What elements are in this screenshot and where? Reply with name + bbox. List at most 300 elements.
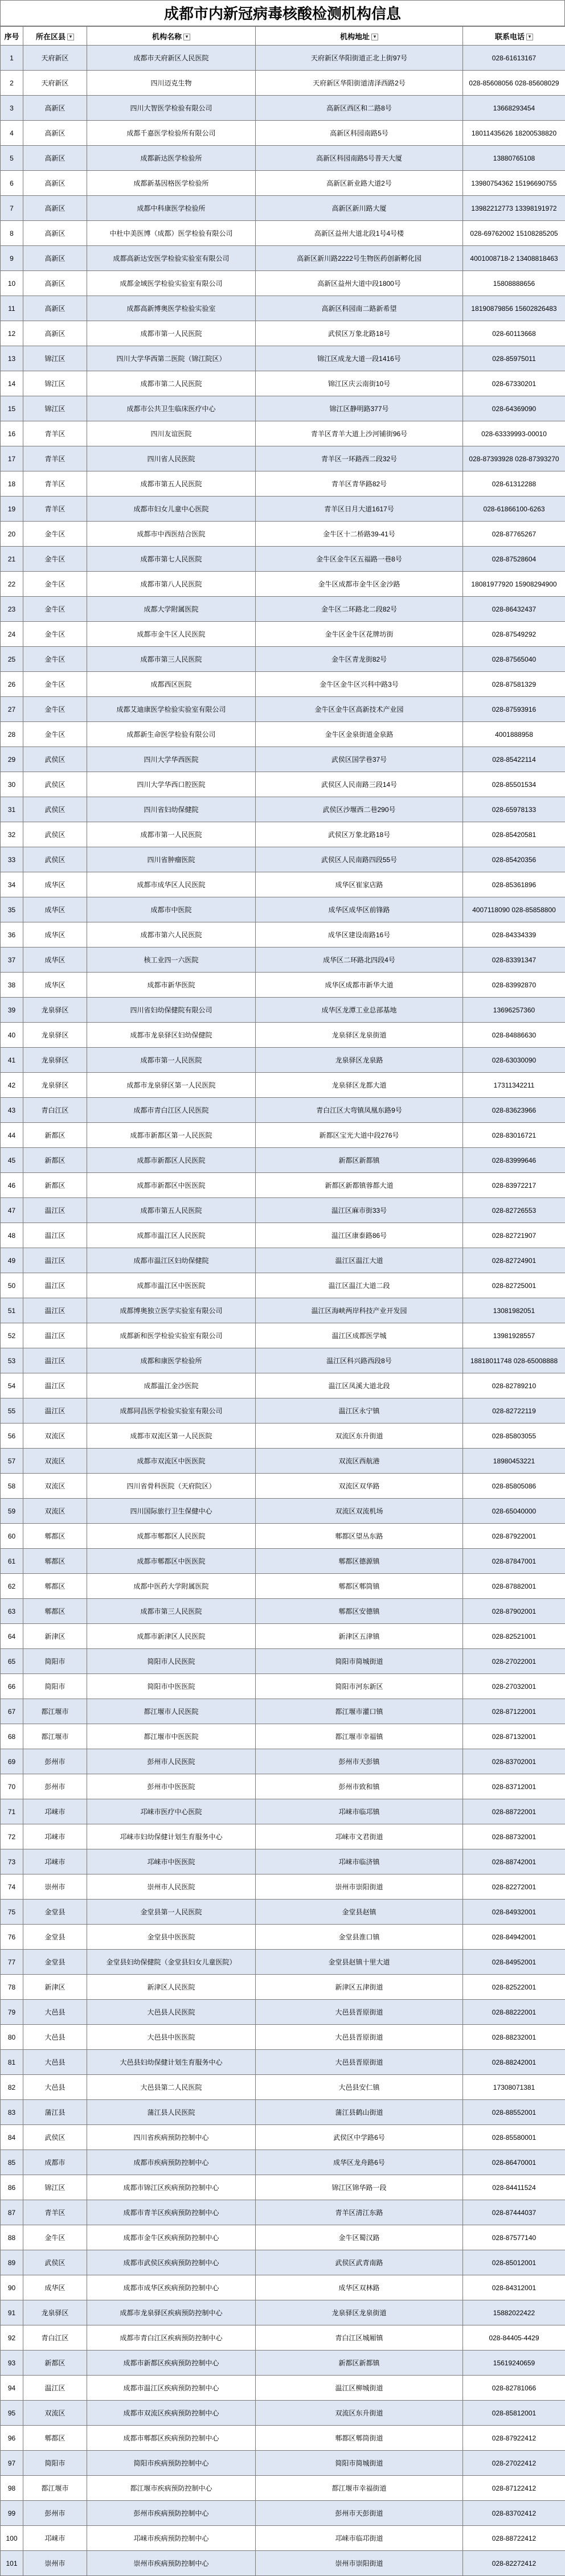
cell-institution: 四川大学华西口腔医院 — [87, 772, 256, 797]
cell-institution: 成都市温江区人民医院 — [87, 1223, 256, 1248]
cell-institution: 成都市青白江区人民医院 — [87, 1098, 256, 1123]
cell-institution: 成都市锦江区疾病预防控制中心 — [87, 2175, 256, 2200]
table-row — [1, 2351, 565, 2376]
cell-district: 金牛区 — [23, 522, 87, 547]
table-row — [1, 146, 565, 171]
table-row — [1, 1474, 565, 1499]
cell-district: 武侯区 — [23, 2125, 87, 2150]
cell-index: 71 — [1, 1799, 23, 1824]
cell-address: 郫都区安德镇 — [256, 1599, 463, 1624]
cell-district: 金牛区 — [23, 722, 87, 747]
cell-phone: 028-83702412 — [463, 2501, 565, 2526]
cell-district: 金牛区 — [23, 2225, 87, 2250]
cell-district: 金牛区 — [23, 622, 87, 647]
cell-institution: 大邑县人民医院 — [87, 2000, 256, 2025]
cell-address: 高新区益州大道北段1号4号楼 — [256, 221, 463, 246]
cell-index: 33 — [1, 847, 23, 872]
cell-address: 武侯区人民南路三段14号 — [256, 772, 463, 797]
cell-district: 双流区 — [23, 1499, 87, 1524]
cell-institution: 成都市疾病预防控制中心 — [87, 2150, 256, 2175]
cell-phone: 028-82722119 — [463, 1398, 565, 1424]
cell-institution: 成都市中西医结合医院 — [87, 522, 256, 547]
cell-district: 高新区 — [23, 146, 87, 171]
table-row — [1, 371, 565, 396]
cell-phone: 028-87132001 — [463, 1724, 565, 1749]
cell-district: 武侯区 — [23, 2250, 87, 2275]
cell-district: 大邑县 — [23, 2075, 87, 2100]
cell-address: 青白江区大弯镇凤凰东路9号 — [256, 1098, 463, 1123]
cell-index: 22 — [1, 572, 23, 597]
cell-address: 金堂县赵镇十里大道 — [256, 1950, 463, 1975]
cell-district: 锦江区 — [23, 396, 87, 421]
cell-index: 98 — [1, 2476, 23, 2501]
cell-phone: 028-85975011 — [463, 346, 565, 371]
table-row — [1, 1724, 565, 1749]
cell-phone: 028-65978133 — [463, 797, 565, 822]
cell-index: 31 — [1, 797, 23, 822]
cell-district: 武侯区 — [23, 772, 87, 797]
table-row — [1, 1699, 565, 1724]
table-row — [1, 2426, 565, 2451]
cell-district: 新都区 — [23, 1148, 87, 1173]
table-row — [1, 672, 565, 697]
cell-phone: 028-87565040 — [463, 647, 565, 672]
cell-address: 简阳市简城街道 — [256, 2451, 463, 2476]
cell-index: 88 — [1, 2225, 23, 2250]
table-row — [1, 1599, 565, 1624]
cell-index: 44 — [1, 1123, 23, 1148]
cell-index: 84 — [1, 2125, 23, 2150]
cell-institution: 简阳市疾病预防控制中心 — [87, 2451, 256, 2476]
cell-address: 蒲江县鹤山街道 — [256, 2100, 463, 2125]
cell-district: 天府新区 — [23, 71, 87, 96]
cell-institution: 成都和康医学检验所 — [87, 1348, 256, 1373]
cell-institution: 成都新达医学检验所 — [87, 146, 256, 171]
cell-phone: 028-88552001 — [463, 2100, 565, 2125]
cell-address: 双流区双流机场 — [256, 1499, 463, 1524]
cell-address: 成华区龙舟路6号 — [256, 2150, 463, 2175]
cell-index: 36 — [1, 922, 23, 947]
cell-institution: 成都市双流区中医医院 — [87, 1449, 256, 1474]
cell-district: 金牛区 — [23, 597, 87, 622]
cell-institution: 成都市龙泉驿区妇幼保健院 — [87, 1023, 256, 1048]
table-row — [1, 1298, 565, 1323]
cell-district: 邛崃市 — [23, 1824, 87, 1849]
cell-institution: 彭州市疾病预防控制中心 — [87, 2501, 256, 2526]
cell-address: 成华区龙潭工业总部基地 — [256, 998, 463, 1023]
cell-index: 15 — [1, 396, 23, 421]
cell-index: 3 — [1, 96, 23, 121]
cell-district: 成华区 — [23, 947, 87, 973]
cell-address: 高新区科园南路5号 — [256, 121, 463, 146]
cell-institution: 四川省骨科医院（天府院区） — [87, 1474, 256, 1499]
cell-phone: 4001888958 — [463, 722, 565, 747]
table-row — [1, 2551, 565, 2576]
cell-institution: 成都千嘉医学检验所有限公司 — [87, 121, 256, 146]
cell-district: 都江堰市 — [23, 1699, 87, 1724]
cell-index: 7 — [1, 196, 23, 221]
cell-district: 彭州市 — [23, 1774, 87, 1799]
header-district[interactable]: 所在区县 ▼ — [23, 27, 87, 46]
cell-index: 6 — [1, 171, 23, 196]
cell-district: 邛崃市 — [23, 2526, 87, 2551]
cell-address: 高新区西区和二路8号 — [256, 96, 463, 121]
cell-district: 高新区 — [23, 246, 87, 271]
cell-index: 96 — [1, 2426, 23, 2451]
cell-index: 38 — [1, 973, 23, 998]
cell-phone: 028-84952001 — [463, 1950, 565, 1975]
cell-institution: 成都高新博奥医学检验实验室 — [87, 296, 256, 321]
cell-district: 成华区 — [23, 872, 87, 897]
cell-address: 龙泉驿区龙都大道 — [256, 1073, 463, 1098]
cell-index: 12 — [1, 321, 23, 346]
table-row — [1, 1348, 565, 1373]
cell-district: 成华区 — [23, 897, 87, 922]
cell-index: 60 — [1, 1524, 23, 1549]
table-row — [1, 1098, 565, 1123]
cell-address: 金堂县淮口镇 — [256, 1925, 463, 1950]
cell-institution: 金堂县第一人民医院 — [87, 1900, 256, 1925]
cell-phone: 028-88722001 — [463, 1799, 565, 1824]
cell-institution: 大邑县中医医院 — [87, 2025, 256, 2050]
cell-district: 温江区 — [23, 1273, 87, 1298]
cell-phone: 028-87122412 — [463, 2476, 565, 2501]
cell-institution: 成都市青羊区疾病预防控制中心 — [87, 2200, 256, 2225]
header-address[interactable]: 机构地址 ▼ — [256, 27, 463, 46]
table-row — [1, 71, 565, 96]
cell-address: 青羊区日月大道1617号 — [256, 497, 463, 522]
cell-index: 4 — [1, 121, 23, 146]
cell-institution: 成都新基因格医学检验所 — [87, 171, 256, 196]
table-row — [1, 2025, 565, 2050]
table-row — [1, 1574, 565, 1599]
cell-district: 高新区 — [23, 271, 87, 296]
cell-phone: 028-82726553 — [463, 1198, 565, 1223]
cell-institution: 四川友谊医院 — [87, 421, 256, 446]
table-row — [1, 1223, 565, 1248]
cell-address: 天府新区华阳街道正北上街97号 — [256, 46, 463, 71]
table-row — [1, 96, 565, 121]
cell-institution: 成都新和医学检验实验室有限公司 — [87, 1323, 256, 1348]
cell-index: 57 — [1, 1449, 23, 1474]
cell-district: 双流区 — [23, 1474, 87, 1499]
cell-address: 高新区新川路2222号生物医药创新孵化园 — [256, 246, 463, 271]
cell-phone: 028-85501534 — [463, 772, 565, 797]
cell-district: 龙泉驿区 — [23, 998, 87, 1023]
cell-institution: 蒲江县人民医院 — [87, 2100, 256, 2125]
cell-phone: 028-88732001 — [463, 1824, 565, 1849]
cell-district: 温江区 — [23, 1373, 87, 1398]
cell-index: 18 — [1, 471, 23, 497]
cell-district: 金牛区 — [23, 647, 87, 672]
cell-address: 温江区成都医学城 — [256, 1323, 463, 1348]
cell-institution: 成都金域医学检验实验室有限公司 — [87, 271, 256, 296]
cell-phone: 028-84411524 — [463, 2175, 565, 2200]
cell-address: 邛崃市临邛镇 — [256, 1799, 463, 1824]
table-row — [1, 622, 565, 647]
table-row — [1, 1549, 565, 1574]
cell-district: 大邑县 — [23, 2025, 87, 2050]
table-row — [1, 1624, 565, 1649]
cell-address: 邛崃市临邛街道 — [256, 2526, 463, 2551]
cell-index: 74 — [1, 1874, 23, 1900]
cell-address: 郫都区德源镇 — [256, 1549, 463, 1574]
table-row — [1, 2000, 565, 2025]
cell-institution: 成都市龙泉驿区第一人民医院 — [87, 1073, 256, 1098]
cell-district: 青白江区 — [23, 2325, 87, 2351]
cell-district: 青羊区 — [23, 471, 87, 497]
cell-institution: 四川大学华西医院 — [87, 747, 256, 772]
cell-address: 武侯区万象北路18号 — [256, 321, 463, 346]
cell-index: 47 — [1, 1198, 23, 1223]
cell-index: 82 — [1, 2075, 23, 2100]
cell-district: 简阳市 — [23, 1674, 87, 1699]
table-row — [1, 1449, 565, 1474]
cell-institution: 成都市公共卫生临床医疗中心 — [87, 396, 256, 421]
cell-address: 温江区柳城街道 — [256, 2376, 463, 2401]
cell-district: 大邑县 — [23, 2050, 87, 2075]
cell-district: 双流区 — [23, 1424, 87, 1449]
table-row — [1, 1975, 565, 2000]
cell-institution: 彭州市人民医院 — [87, 1749, 256, 1774]
table-row — [1, 421, 565, 446]
cell-index: 80 — [1, 2025, 23, 2050]
cell-phone: 028-82522001 — [463, 1975, 565, 2000]
filter-dropdown-icon[interactable]: ▼ — [371, 34, 378, 40]
cell-index: 2 — [1, 71, 23, 96]
cell-address: 锦江区锦华路一段 — [256, 2175, 463, 2200]
cell-phone: 028-69762002 15108285205 — [463, 221, 565, 246]
cell-district: 双流区 — [23, 2401, 87, 2426]
cell-district: 温江区 — [23, 1248, 87, 1273]
cell-institution: 成都新生命医学检验有限公司 — [87, 722, 256, 747]
cell-district: 金堂县 — [23, 1950, 87, 1975]
cell-address: 金牛区成都市金牛区金沙路 — [256, 572, 463, 597]
cell-institution: 大邑县妇幼保健计划生育服务中心 — [87, 2050, 256, 2075]
cell-phone: 028-87577140 — [463, 2225, 565, 2250]
cell-address: 新都区新都镇 — [256, 1148, 463, 1173]
cell-district: 都江堰市 — [23, 2476, 87, 2501]
cell-institution: 成都市中医院 — [87, 897, 256, 922]
cell-institution: 金堂县中医医院 — [87, 1925, 256, 1950]
table-row — [1, 2050, 565, 2075]
cell-district: 温江区 — [23, 1348, 87, 1373]
table-row — [1, 1849, 565, 1874]
cell-phone: 028-87922001 — [463, 1524, 565, 1549]
cell-index: 52 — [1, 1323, 23, 1348]
cell-index: 42 — [1, 1073, 23, 1098]
cell-institution: 四川国际旅行卫生保健中心 — [87, 1499, 256, 1524]
cell-phone: 028-27022001 — [463, 1649, 565, 1674]
cell-index: 43 — [1, 1098, 23, 1123]
filter-dropdown-icon[interactable]: ▼ — [183, 34, 190, 40]
cell-address: 双流区东升街道 — [256, 1424, 463, 1449]
cell-phone: 028-67330201 — [463, 371, 565, 396]
page-title: 成都市内新冠病毒核酸检测机构信息 — [0, 0, 565, 26]
cell-phone: 028-87122001 — [463, 1699, 565, 1724]
cell-index: 46 — [1, 1173, 23, 1198]
cell-address: 大邑县安仁镇 — [256, 2075, 463, 2100]
cell-district: 龙泉驿区 — [23, 2300, 87, 2325]
cell-address: 新都区新都镇蓉都大道 — [256, 1173, 463, 1198]
cell-address: 温江区科兴路西段8号 — [256, 1348, 463, 1373]
cell-phone: 028-85422114 — [463, 747, 565, 772]
cell-address: 温江区温江大道 — [256, 1248, 463, 1273]
cell-phone: 028-85420356 — [463, 847, 565, 872]
cell-institution: 四川省妇幼保健院 — [87, 797, 256, 822]
table-row — [1, 722, 565, 747]
table-row — [1, 2175, 565, 2200]
cell-address: 双流区东升街道 — [256, 2401, 463, 2426]
cell-district: 温江区 — [23, 1323, 87, 1348]
cell-district: 邛崃市 — [23, 1799, 87, 1824]
cell-index: 28 — [1, 722, 23, 747]
cell-address: 温江区海峡两岸科技产业开发园 — [256, 1298, 463, 1323]
cell-phone: 028-87393928 028-87393270 — [463, 446, 565, 471]
cell-institution: 崇州市疾病预防控制中心 — [87, 2551, 256, 2576]
cell-address: 邛崃市文君街道 — [256, 1824, 463, 1849]
cell-address: 武侯区国学巷37号 — [256, 747, 463, 772]
cell-index: 23 — [1, 597, 23, 622]
cell-institution: 成都市第一人民医院 — [87, 822, 256, 847]
cell-address: 武侯区人民南路四段55号 — [256, 847, 463, 872]
table-row — [1, 2225, 565, 2250]
cell-district: 龙泉驿区 — [23, 1073, 87, 1098]
cell-district: 成华区 — [23, 922, 87, 947]
cell-index: 62 — [1, 1574, 23, 1599]
cell-institution: 四川大智医学检验有限公司 — [87, 96, 256, 121]
cell-district: 锦江区 — [23, 371, 87, 396]
cell-phone: 028-27022412 — [463, 2451, 565, 2476]
cell-institution: 成都市第二人民医院 — [87, 371, 256, 396]
cell-institution: 成都市第七人民医院 — [87, 547, 256, 572]
table-row — [1, 2250, 565, 2275]
cell-district: 青羊区 — [23, 446, 87, 471]
table-row — [1, 1524, 565, 1549]
cell-address: 武侯区武青南路 — [256, 2250, 463, 2275]
cell-phone: 028-82725001 — [463, 1273, 565, 1298]
cell-district: 双流区 — [23, 1449, 87, 1474]
cell-phone: 028-87765267 — [463, 522, 565, 547]
cell-institution: 四川省疾病预防控制中心 — [87, 2125, 256, 2150]
cell-district: 青白江区 — [23, 1098, 87, 1123]
cell-institution: 成都高新达安医学检验实验室有限公司 — [87, 246, 256, 271]
cell-address: 大邑县晋原街道 — [256, 2050, 463, 2075]
cell-address: 金牛区金牛区兴科中路3号 — [256, 672, 463, 697]
cell-district: 金牛区 — [23, 572, 87, 597]
table-row — [1, 46, 565, 71]
cell-phone: 18081977920 15908294900 — [463, 572, 565, 597]
table-row — [1, 697, 565, 722]
cell-institution: 成都市成华区人民医院 — [87, 872, 256, 897]
cell-address: 青羊区清江东路 — [256, 2200, 463, 2225]
cell-institution: 彭州市中医医院 — [87, 1774, 256, 1799]
cell-address: 青羊区青华路82号 — [256, 471, 463, 497]
header-institution[interactable]: 机构名称 ▼ — [87, 27, 256, 46]
cell-phone: 4001008718-2 13408818463 — [463, 246, 565, 271]
cell-phone: 028-88232001 — [463, 2025, 565, 2050]
header-phone[interactable]: 联系电话 ▼ — [463, 27, 565, 46]
cell-institution: 成都中科康医学检验所 — [87, 196, 256, 221]
cell-index: 76 — [1, 1925, 23, 1950]
cell-phone: 028-61613167 — [463, 46, 565, 71]
cell-phone: 028-87549292 — [463, 622, 565, 647]
cell-institution: 成都市龙泉驿区疾病预防控制中心 — [87, 2300, 256, 2325]
cell-institution: 成都温江金沙医院 — [87, 1373, 256, 1398]
cell-index: 20 — [1, 522, 23, 547]
cell-index: 64 — [1, 1624, 23, 1649]
cell-district: 蒲江县 — [23, 2100, 87, 2125]
cell-district: 金牛区 — [23, 547, 87, 572]
cell-institution: 崇州市人民医院 — [87, 1874, 256, 1900]
cell-index: 11 — [1, 296, 23, 321]
cell-phone: 028-88242001 — [463, 2050, 565, 2075]
cell-address: 新津区五津镇 — [256, 1624, 463, 1649]
cell-institution: 四川省肿瘤医院 — [87, 847, 256, 872]
cell-phone: 028-63339993-00010 — [463, 421, 565, 446]
cell-institution: 成都市温江区妇幼保健院 — [87, 1248, 256, 1273]
cell-institution: 都江堰市疾病预防控制中心 — [87, 2476, 256, 2501]
cell-district: 高新区 — [23, 196, 87, 221]
cell-phone: 028-87528604 — [463, 547, 565, 572]
cell-index: 24 — [1, 622, 23, 647]
cell-address: 金堂县赵镇 — [256, 1900, 463, 1925]
cell-district: 锦江区 — [23, 2175, 87, 2200]
cell-district: 武侯区 — [23, 847, 87, 872]
filter-dropdown-icon[interactable]: ▼ — [67, 34, 74, 40]
cell-index: 1 — [1, 46, 23, 71]
cell-index: 78 — [1, 1975, 23, 2000]
table-row — [1, 446, 565, 471]
cell-address: 成华区二环路北四段4号 — [256, 947, 463, 973]
cell-phone: 15882022422 — [463, 2300, 565, 2325]
cell-district: 高新区 — [23, 171, 87, 196]
table-row — [1, 1799, 565, 1824]
cell-institution: 成都博奥独立医学实验室有限公司 — [87, 1298, 256, 1323]
table-row — [1, 2100, 565, 2125]
cell-district: 温江区 — [23, 1223, 87, 1248]
cell-index: 32 — [1, 822, 23, 847]
cell-district: 青羊区 — [23, 2200, 87, 2225]
cell-phone: 028-85812001 — [463, 2401, 565, 2426]
table-row — [1, 1073, 565, 1098]
filter-dropdown-icon[interactable]: ▼ — [526, 34, 533, 40]
cell-address: 彭州市天彭镇 — [256, 1749, 463, 1774]
cell-address: 郫都区郫筒镇 — [256, 1574, 463, 1599]
cell-phone: 13696257360 — [463, 998, 565, 1023]
cell-index: 67 — [1, 1699, 23, 1724]
cell-address: 高新区科园南路5号普天大厦 — [256, 146, 463, 171]
cell-institution: 成都市第五人民医院 — [87, 471, 256, 497]
cell-phone: 028-82521001 — [463, 1624, 565, 1649]
cell-district: 成都市 — [23, 2150, 87, 2175]
cell-address: 简阳市简城街道 — [256, 1649, 463, 1674]
cell-index: 73 — [1, 1849, 23, 1874]
cell-index: 25 — [1, 647, 23, 672]
table-row — [1, 2526, 565, 2551]
cell-index: 63 — [1, 1599, 23, 1624]
cell-district: 武侯区 — [23, 747, 87, 772]
table-row — [1, 2476, 565, 2501]
cell-address: 成华区建设南路16号 — [256, 922, 463, 947]
cell-index: 14 — [1, 371, 23, 396]
table-row — [1, 947, 565, 973]
cell-district: 金牛区 — [23, 672, 87, 697]
cell-address: 成华区成华区前锋路 — [256, 897, 463, 922]
cell-index: 81 — [1, 2050, 23, 2075]
institution-table — [0, 26, 565, 2576]
cell-index: 26 — [1, 672, 23, 697]
